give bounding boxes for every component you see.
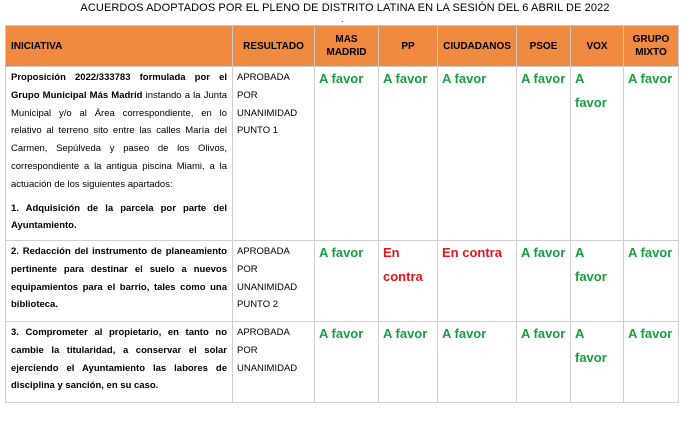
vote-psoe: A favor [517, 241, 571, 322]
vote-grupo-mixto: A favor [624, 322, 679, 403]
vote-ciudadanos: A favor [438, 322, 517, 403]
vote-psoe: A favor [517, 67, 571, 241]
header-grupo-mixto-line1: GRUPO [632, 34, 670, 45]
document-title: ACUERDOS ADOPTADOS POR EL PLENO DE DISTRITO LATINA EN LA SESIÓN DEL 6 ABRIL DE 2022 [80, 2, 610, 14]
vote-mas-madrid: A favor [315, 67, 379, 241]
resultado-cell: APROBADA POR UNANIMIDAD PUNTO 1 [233, 67, 315, 241]
header-iniciativa: INICIATIVA [6, 26, 233, 67]
resultado-cell: APROBADA POR UNANIMIDAD PUNTO 2 [233, 241, 315, 322]
proposal-text: instando a la Junta Municipal y/o al Área correspondiente, en lo relativo al terreno sito entre las calles María del Carmen, Sepúlveda y paseo de los Olivos, correspondiente a la antigua piscina Miami, a la actuación de los siguientes apartados: [11, 89, 227, 190]
vote-ciudadanos: En contra [438, 241, 517, 322]
vote-pp: A favor [379, 67, 438, 241]
header-pp: PP [379, 26, 438, 67]
resultado-cell: APROBADA POR UNANIMIDAD [233, 322, 315, 403]
header-psoe: PSOE [517, 26, 571, 67]
vote-pp: En contra [379, 241, 438, 322]
vote-mas-madrid: A favor [315, 322, 379, 403]
vote-grupo-mixto: A favor [624, 241, 679, 322]
title-mark: . [341, 14, 344, 24]
proposal-paragraph [11, 69, 227, 194]
header-grupo-mixto [624, 26, 679, 67]
iniciativa-cell: 3. Comprometer al propietario, en tanto no cambie la titularidad, a conservar el solar ejerciendo el Ayuntamiento las labores de disciplina y sanción, en su caso. [6, 322, 233, 403]
header-mas-madrid-line2: MADRID [326, 47, 367, 58]
agreements-table [5, 25, 679, 403]
table-row [6, 241, 679, 322]
proposal-point: 1. Adquisición de la parcela por parte del Ayuntamiento. [11, 202, 227, 232]
proposal-title: Proposición 2022/333783 formulada por el Grupo Municipal Más Madrid [11, 72, 227, 101]
vote-vox: A favor [571, 322, 624, 403]
table-row [6, 67, 679, 241]
iniciativa-cell: 2. Redacción del instrumento de planeamiento pertinente para destinar el suelo a nuevos equipamientos para el barrio, tales como una biblioteca. [6, 241, 233, 322]
vote-mas-madrid: A favor [315, 241, 379, 322]
vote-psoe: A favor [517, 322, 571, 403]
header-row [6, 26, 679, 67]
vote-vox: A favor [571, 241, 624, 322]
vote-ciudadanos: A favor [438, 67, 517, 241]
header-resultado: RESULTADO [233, 26, 315, 67]
table-row [6, 322, 679, 403]
header-mas-madrid [315, 26, 379, 67]
header-ciudadanos: CIUDADANOS [438, 26, 517, 67]
vote-vox: A favor [571, 67, 624, 241]
header-grupo-mixto-line2: MIXTO [635, 47, 667, 58]
vote-pp: A favor [379, 322, 438, 403]
iniciativa-cell [6, 67, 233, 241]
header-vox: VOX [571, 26, 624, 67]
vote-grupo-mixto: A favor [624, 67, 679, 241]
header-mas-madrid-line1: MAS [335, 34, 358, 45]
